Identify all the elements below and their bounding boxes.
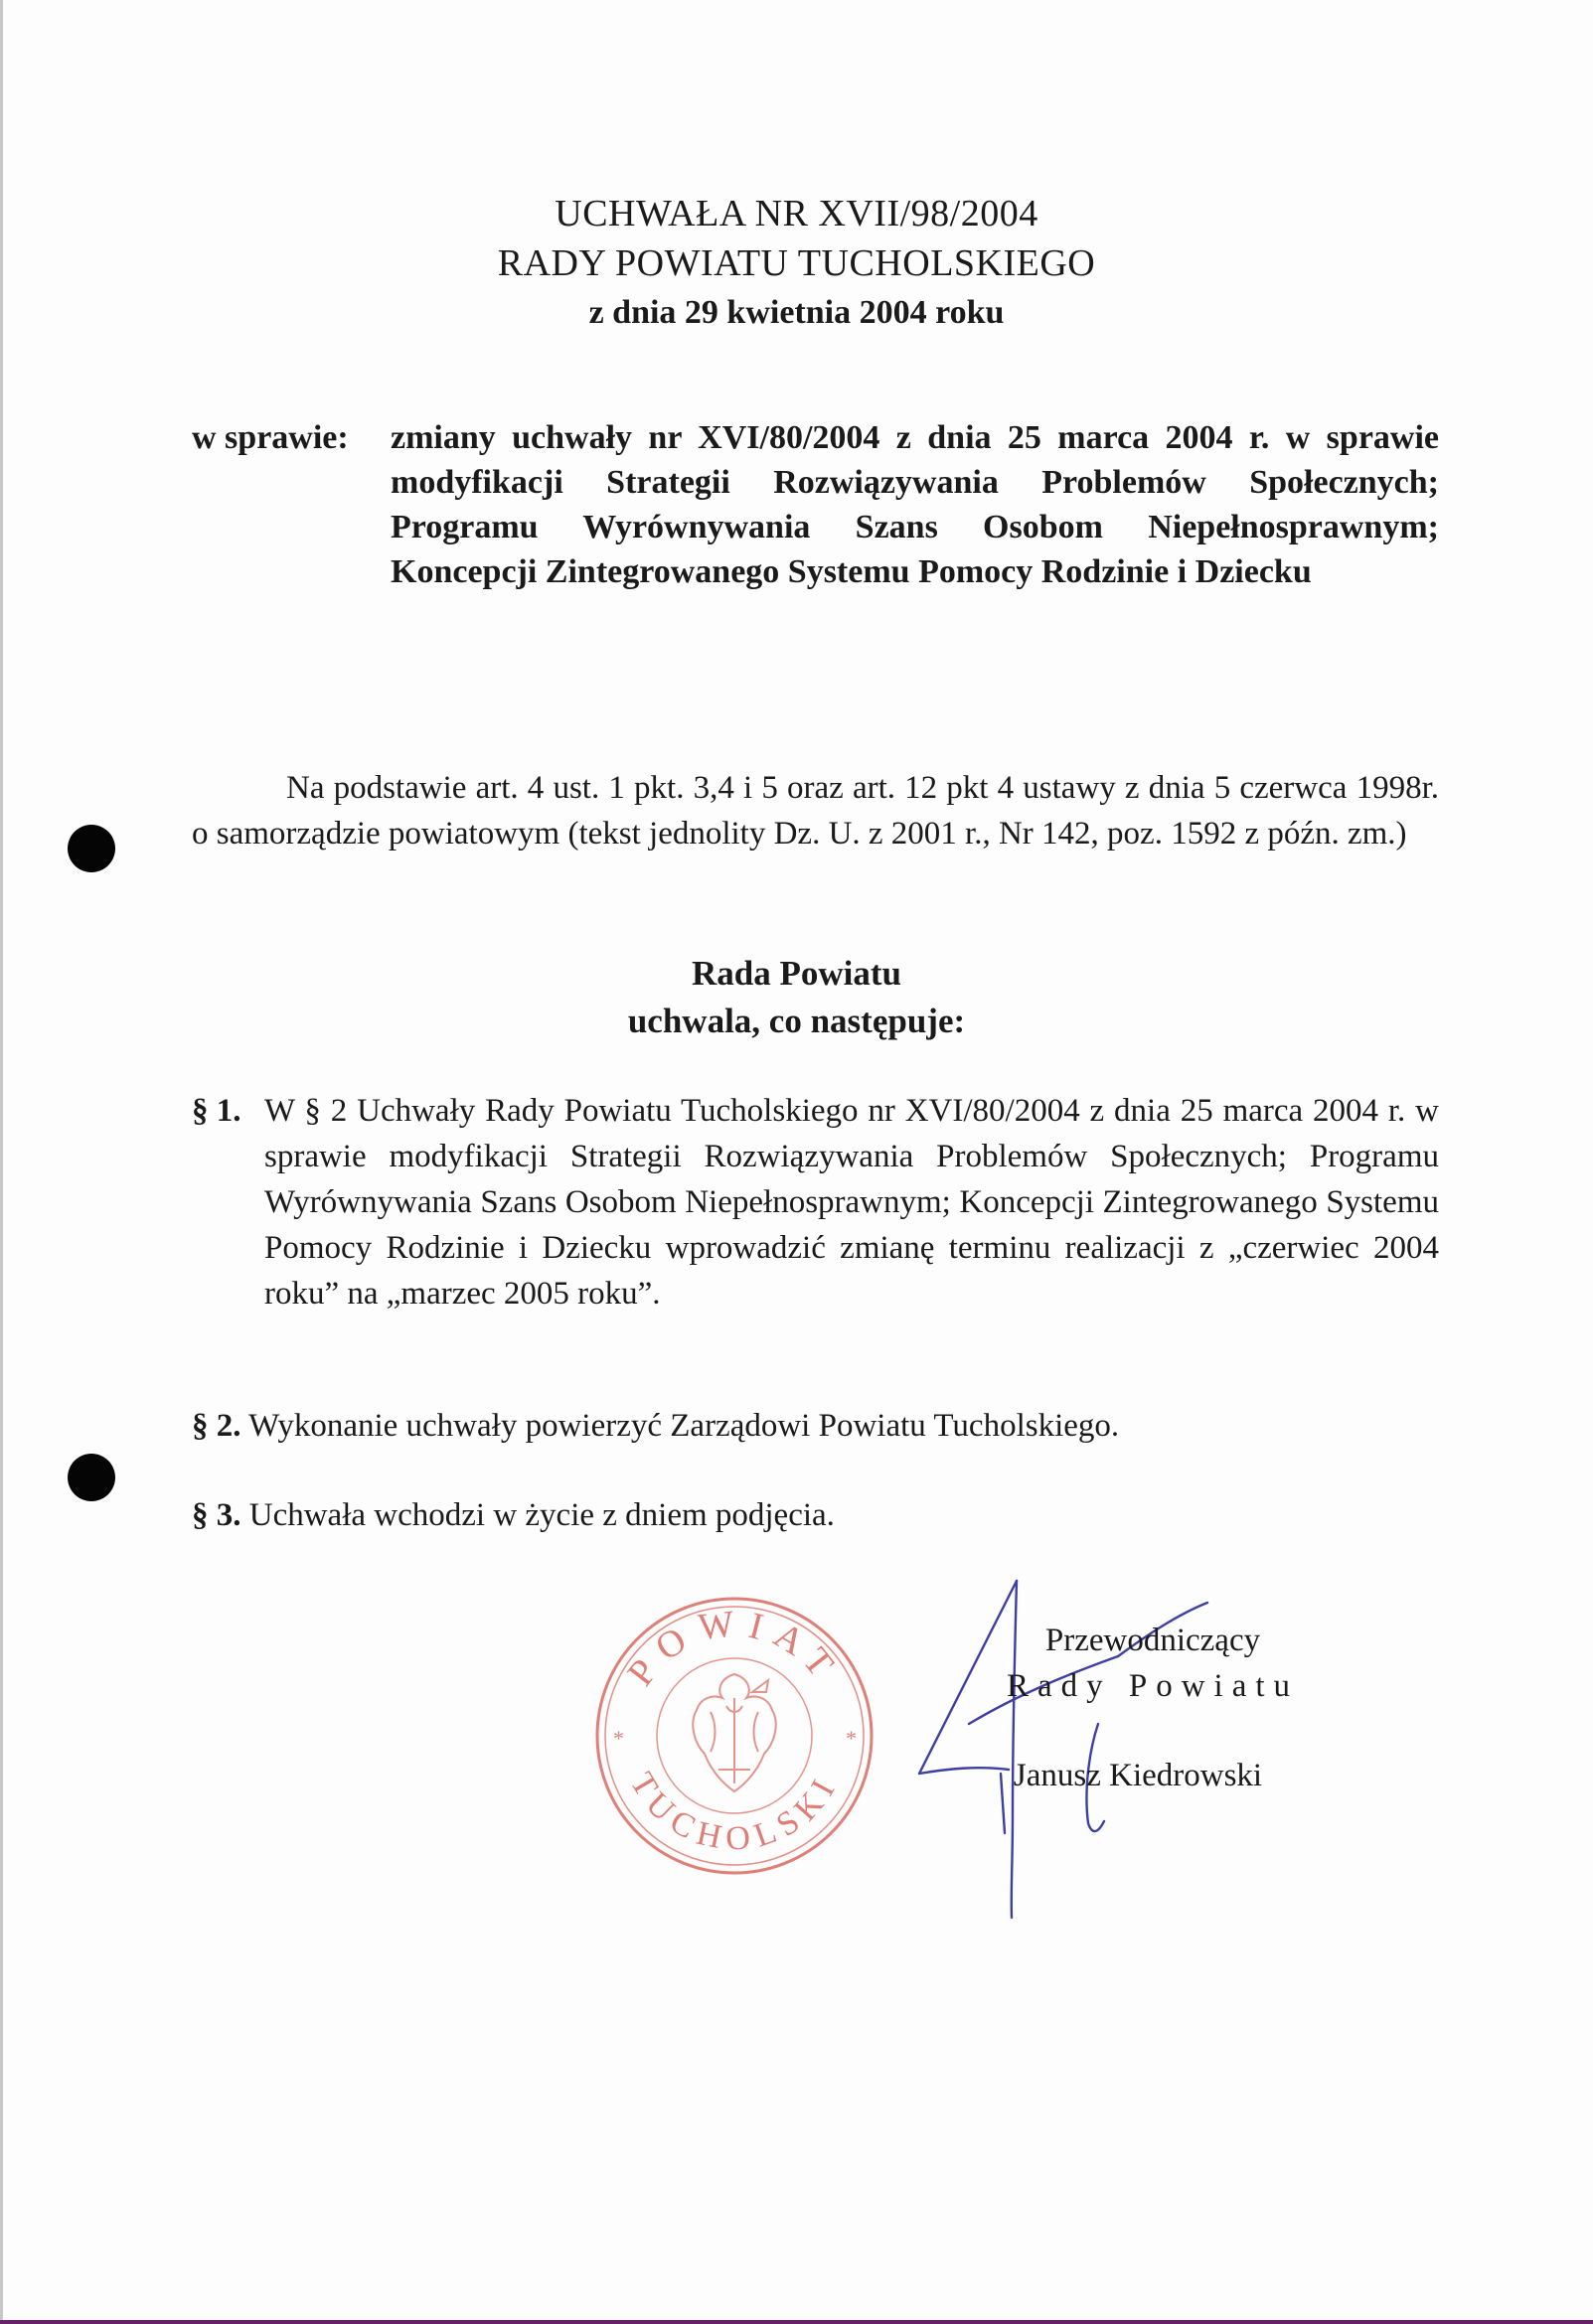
subject-text: zmiany uchwały nr XVI/80/2004 z dnia 25 marca 2004 r. w sprawie modyfikacji Strategii Rozwiązywania Problemów Społecznych; Programu Wyrównywania Szans Osobom Niepełnosprawnym; Koncepcji Zintegrowanego Systemu Pomocy Rodzinie i Dziecku [391, 419, 1439, 590]
official-stamp [593, 1595, 876, 1878]
page-left-edge [0, 0, 3, 2324]
council-decision-heading [0, 950, 1593, 1045]
signatory-body: Rady Powiatu [1006, 1668, 1300, 1704]
signatory-block [954, 1618, 1352, 1798]
section-number: § 1. [192, 1093, 241, 1129]
svg-text:POWIAT: POWIAT [619, 1602, 850, 1694]
section-number: § 2. [192, 1408, 241, 1444]
council-heading-line1: Rada Powiatu [692, 954, 901, 993]
resolution-subject [192, 415, 1439, 594]
punch-hole-top [68, 825, 115, 872]
eagle-icon [693, 1674, 775, 1791]
section-number: § 3. [192, 1497, 241, 1533]
legal-basis: Na podstawie art. 4 ust. 1 pkt. 3,4 i 5 oraz art. 12 pkt 4 ustawy z dnia 5 czerwca 1998r. o samorządzie powiatowym (tekst jednolity Dz. U. z 2001 r., Nr 142, poz. 1592 z późn. zm.) [192, 770, 1439, 852]
resolution-title [0, 189, 1593, 338]
resolution-date: z dnia 29 kwietnia 2004 roku [588, 294, 1005, 331]
council-heading-line2: uchwala, co następuje: [627, 1002, 966, 1040]
svg-text:*: * [613, 1726, 624, 1751]
page-bottom-edge [0, 2320, 1593, 2324]
council-name: RADY POWIATU TUCHOLSKIEGO [497, 242, 1096, 284]
section-text: W § 2 Uchwały Rady Powiatu Tucholskiego nr XVI/80/2004 z dnia 25 marca 2004 r. w sprawie modyfikacji Strategii Rozwiązywania Problemów Społecznych; Programu Wyrównywania Szans Osobom Niepełnosprawnym; Koncepcji Zintegrowanego Systemu Pomocy Rodzinie i Dziecku wprowadzić zmianę terminu realizacji z „czerwiec 2004 roku” na „marzec 2005 roku”. [264, 1093, 1439, 1312]
section-text: Uchwała wchodzi w życie z dniem podjęcia. [248, 1497, 835, 1533]
resolution-number: UCHWAŁA NR XVII/98/2004 [555, 193, 1038, 234]
svg-text:*: * [846, 1726, 857, 1751]
signatory-name: Janusz Kiedrowski [1013, 1758, 1263, 1793]
section-2 [192, 1403, 1439, 1449]
svg-text:TUCHOLSKI: TUCHOLSKI [622, 1766, 847, 1858]
subject-label: w sprawie: [192, 419, 349, 456]
section-1 [192, 1088, 1439, 1317]
punch-hole-bottom [68, 1454, 115, 1501]
section-3 [192, 1492, 1439, 1538]
signatory-role: Przewodniczący [1044, 1623, 1261, 1658]
section-text: Wykonanie uchwały powierzyć Zarządowi Powiatu Tucholskiego. [248, 1408, 1120, 1444]
